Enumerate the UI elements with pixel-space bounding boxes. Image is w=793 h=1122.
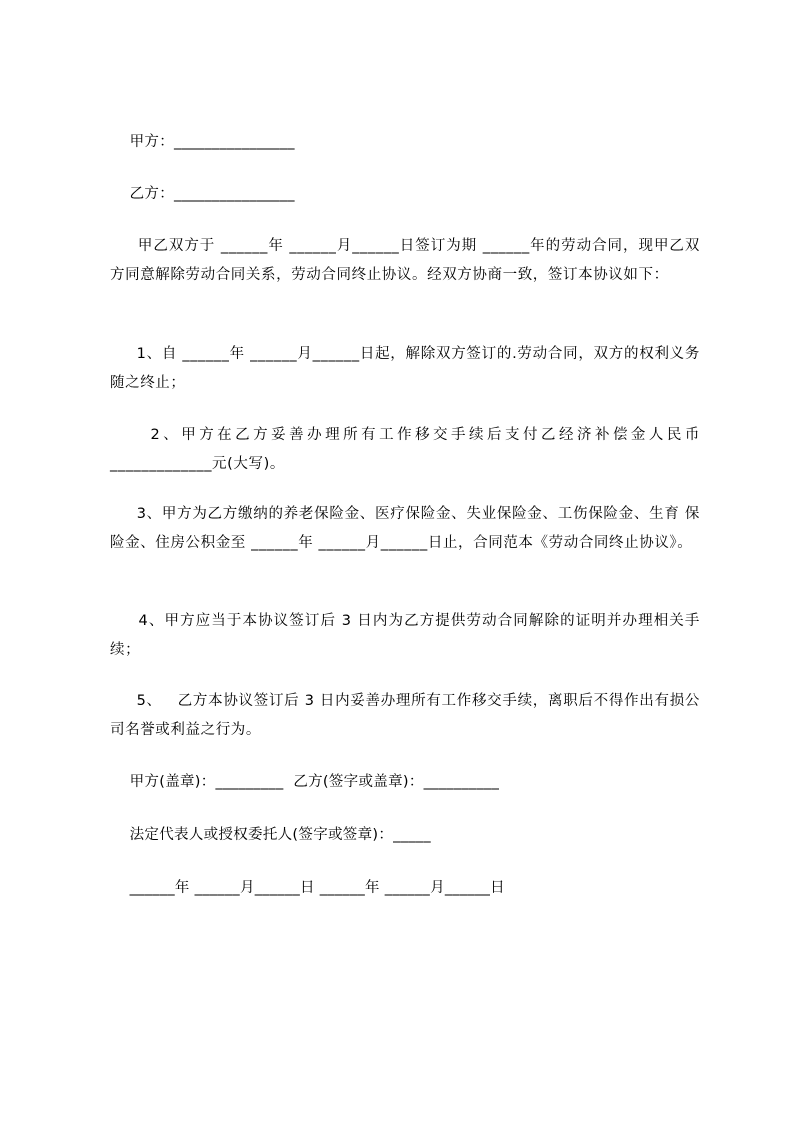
signature-line: 甲方(盖章)：_________ 乙方(签字或盖章)：__________ (110, 774, 500, 790)
clause-3: 3、甲方为乙方缴纳的养老保险金、医疗保险金、失业保险金、工伤保险金、生育 保险金、住房公积金至 ______年 ______月______日止，合同范本《劳动合同终止协议》。 (110, 506, 700, 551)
clause-4: 4、甲方应当于本协议签订后 3 日内为乙方提供劳动合同解除的证明并办理相关手续； (110, 613, 700, 658)
party-a-line: 甲方：________________ (110, 134, 295, 150)
clause-2: 2、甲方在乙方妥善办理所有工作移交手续后支付乙经济补偿金人民币_____________元(大写)。 (110, 427, 701, 472)
clause-1: 1、自 ______年 ______月______日起，解除双方签订的.劳动合同，双方的权利义务随之终止； (110, 346, 700, 391)
clause-5: 5、 乙方本协议签订后 3 日内妥善办理所有工作移交手续，离职后不得作出有损公司名誉或利益之行为。 (110, 693, 701, 738)
representative-line: 法定代表人或授权委托人(签字或签章)：_____ (110, 827, 431, 843)
date-line: ______年 ______月______日 ______年 ______月______日 (110, 880, 505, 896)
party-b-line: 乙方：________________ (110, 186, 295, 202)
intro-paragraph: 甲乙双方于 ______年 ______月______日签订为期 ______年的劳动合同，现甲乙双方同意解除劳动合同关系，劳动合同终止协议。经双方协商一致，签订本协议如下： (110, 238, 700, 283)
